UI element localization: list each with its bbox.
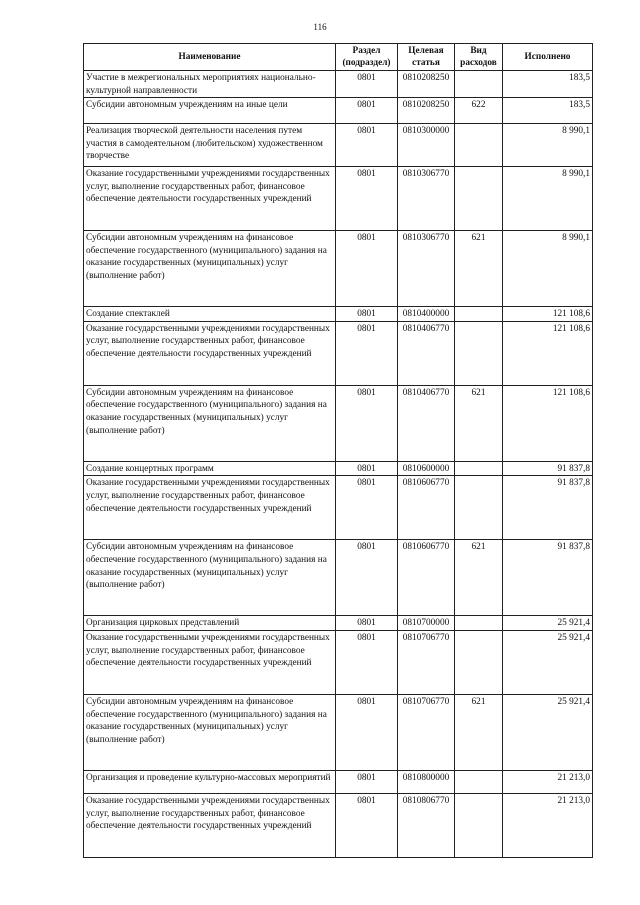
row-expense-type-cell: 621: [455, 694, 503, 770]
row-executed-amount-cell: 8 990,1: [503, 231, 593, 307]
row-section-cell: 0801: [336, 98, 398, 124]
row-expense-type-cell: [455, 770, 503, 793]
row-executed-amount-cell: 21 213,0: [503, 770, 593, 793]
column-header-expense-type: Вид расходов: [455, 44, 503, 71]
row-article-cell: 0810700000: [398, 616, 455, 631]
column-header-name: Наименование: [84, 44, 336, 71]
row-article-cell: 0810306770: [398, 167, 455, 231]
row-name-cell: Создание концертных программ: [84, 461, 336, 476]
row-executed-amount-cell: 25 921,4: [503, 630, 593, 694]
row-article-cell: 0810606770: [398, 540, 455, 616]
row-article-cell: 0810406770: [398, 321, 455, 385]
table-row: [84, 540, 593, 616]
column-header-executed: Исполнено: [503, 44, 593, 71]
row-name-cell: Организация и проведение культурно-массовых мероприятий: [84, 770, 336, 793]
row-name-cell: Реализация творческой деятельности населения путем участия в самодеятельном (любительском) художественном творчестве: [84, 124, 336, 167]
row-article-cell: 0810400000: [398, 307, 455, 322]
row-executed-amount-cell: 25 921,4: [503, 694, 593, 770]
row-expense-type-cell: 622: [455, 98, 503, 124]
budget-execution-table: [83, 43, 593, 858]
row-executed-amount-cell: 91 837,8: [503, 461, 593, 476]
row-executed-amount-cell: 21 213,0: [503, 793, 593, 857]
row-article-cell: 0810300000: [398, 124, 455, 167]
row-article-cell: 0810706770: [398, 694, 455, 770]
row-executed-amount-cell: 121 108,6: [503, 321, 593, 385]
row-article-cell: 0810406770: [398, 385, 455, 461]
row-article-cell: 0810706770: [398, 630, 455, 694]
row-section-cell: 0801: [336, 793, 398, 857]
row-name-cell: Субсидии автономным учреждениям на финансовое обеспечение государственного (муниципального) задания на оказание государственных (муниципальных) услуг (выполнение работ): [84, 540, 336, 616]
row-section-cell: 0801: [336, 630, 398, 694]
row-section-cell: 0801: [336, 385, 398, 461]
row-name-cell: Субсидии автономным учреждениям на финансовое обеспечение государственного (муниципального) задания на оказание государственных (муниципальных) услуг (выполнение работ): [84, 231, 336, 307]
row-expense-type-cell: [455, 124, 503, 167]
row-expense-type-cell: [455, 476, 503, 540]
table-row: [84, 167, 593, 231]
table-row: [84, 231, 593, 307]
row-executed-amount-cell: 121 108,6: [503, 385, 593, 461]
row-section-cell: 0801: [336, 231, 398, 307]
row-expense-type-cell: [455, 71, 503, 98]
row-executed-amount-cell: 8 990,1: [503, 167, 593, 231]
table-row: [84, 476, 593, 540]
row-name-cell: Оказание государственными учреждениями государственных услуг, выполнение государственных работ, финансовое обеспечение деятельности государственных учреждений: [84, 793, 336, 857]
page-number: 116: [313, 22, 327, 32]
table-row: [84, 793, 593, 857]
table-row: [84, 770, 593, 793]
row-section-cell: 0801: [336, 307, 398, 322]
row-expense-type-cell: [455, 167, 503, 231]
row-expense-type-cell: [455, 461, 503, 476]
row-expense-type-cell: [455, 307, 503, 322]
table-row: [84, 71, 593, 98]
column-header-section: Раздел (подраздел): [336, 44, 398, 71]
row-expense-type-cell: [455, 616, 503, 631]
column-header-article: Целевая статья: [398, 44, 455, 71]
row-name-cell: Оказание государственными учреждениями государственных услуг, выполнение государственных работ, финансовое обеспечение деятельности государственных учреждений: [84, 476, 336, 540]
row-article-cell: 0810806770: [398, 793, 455, 857]
table-row: [84, 616, 593, 631]
row-name-cell: Оказание государственными учреждениями государственных услуг, выполнение государственных работ, финансовое обеспечение деятельности государственных учреждений: [84, 321, 336, 385]
row-section-cell: 0801: [336, 616, 398, 631]
row-executed-amount-cell: 91 837,8: [503, 476, 593, 540]
row-article-cell: 0810600000: [398, 461, 455, 476]
row-executed-amount-cell: 91 837,8: [503, 540, 593, 616]
table-header-row: [84, 44, 593, 71]
table-row: [84, 321, 593, 385]
table-row: [84, 98, 593, 124]
row-section-cell: 0801: [336, 124, 398, 167]
row-expense-type-cell: [455, 630, 503, 694]
row-expense-type-cell: 621: [455, 385, 503, 461]
row-section-cell: 0801: [336, 540, 398, 616]
row-section-cell: 0801: [336, 694, 398, 770]
row-name-cell: Субсидии автономным учреждениям на иные цели: [84, 98, 336, 124]
row-section-cell: 0801: [336, 71, 398, 98]
row-executed-amount-cell: 25 921,4: [503, 616, 593, 631]
row-expense-type-cell: 621: [455, 231, 503, 307]
table-row: [84, 307, 593, 322]
row-name-cell: Участие в межрегиональных мероприятиях национально-культурной направленности: [84, 71, 336, 98]
row-executed-amount-cell: 121 108,6: [503, 307, 593, 322]
row-article-cell: 0810306770: [398, 231, 455, 307]
row-executed-amount-cell: 183,5: [503, 71, 593, 98]
row-name-cell: Создание спектаклей: [84, 307, 336, 322]
row-section-cell: 0801: [336, 461, 398, 476]
row-executed-amount-cell: 8 990,1: [503, 124, 593, 167]
row-article-cell: 0810208250: [398, 71, 455, 98]
row-name-cell: Субсидии автономным учреждениям на финансовое обеспечение государственного (муниципального) задания на оказание государственных (муниципальных) услуг (выполнение работ): [84, 694, 336, 770]
row-article-cell: 0810606770: [398, 476, 455, 540]
table-body: [84, 71, 593, 858]
row-expense-type-cell: [455, 321, 503, 385]
row-article-cell: 0810800000: [398, 770, 455, 793]
row-name-cell: Субсидии автономным учреждениям на финансовое обеспечение государственного (муниципального) задания на оказание государственных (муниципальных) услуг (выполнение работ): [84, 385, 336, 461]
row-section-cell: 0801: [336, 476, 398, 540]
row-expense-type-cell: [455, 793, 503, 857]
table-row: [84, 124, 593, 167]
row-section-cell: 0801: [336, 167, 398, 231]
row-section-cell: 0801: [336, 770, 398, 793]
row-executed-amount-cell: 183,5: [503, 98, 593, 124]
table-row: [84, 630, 593, 694]
table-row: [84, 694, 593, 770]
row-expense-type-cell: 621: [455, 540, 503, 616]
row-name-cell: Организация цирковых представлений: [84, 616, 336, 631]
row-section-cell: 0801: [336, 321, 398, 385]
row-article-cell: 0810208250: [398, 98, 455, 124]
row-name-cell: Оказание государственными учреждениями государственных услуг, выполнение государственных работ, финансовое обеспечение деятельности государственных учреждений: [84, 630, 336, 694]
table-row: [84, 461, 593, 476]
row-name-cell: Оказание государственными учреждениями государственных услуг, выполнение государственных работ, финансовое обеспечение деятельности государственных учреждений: [84, 167, 336, 231]
table-row: [84, 385, 593, 461]
